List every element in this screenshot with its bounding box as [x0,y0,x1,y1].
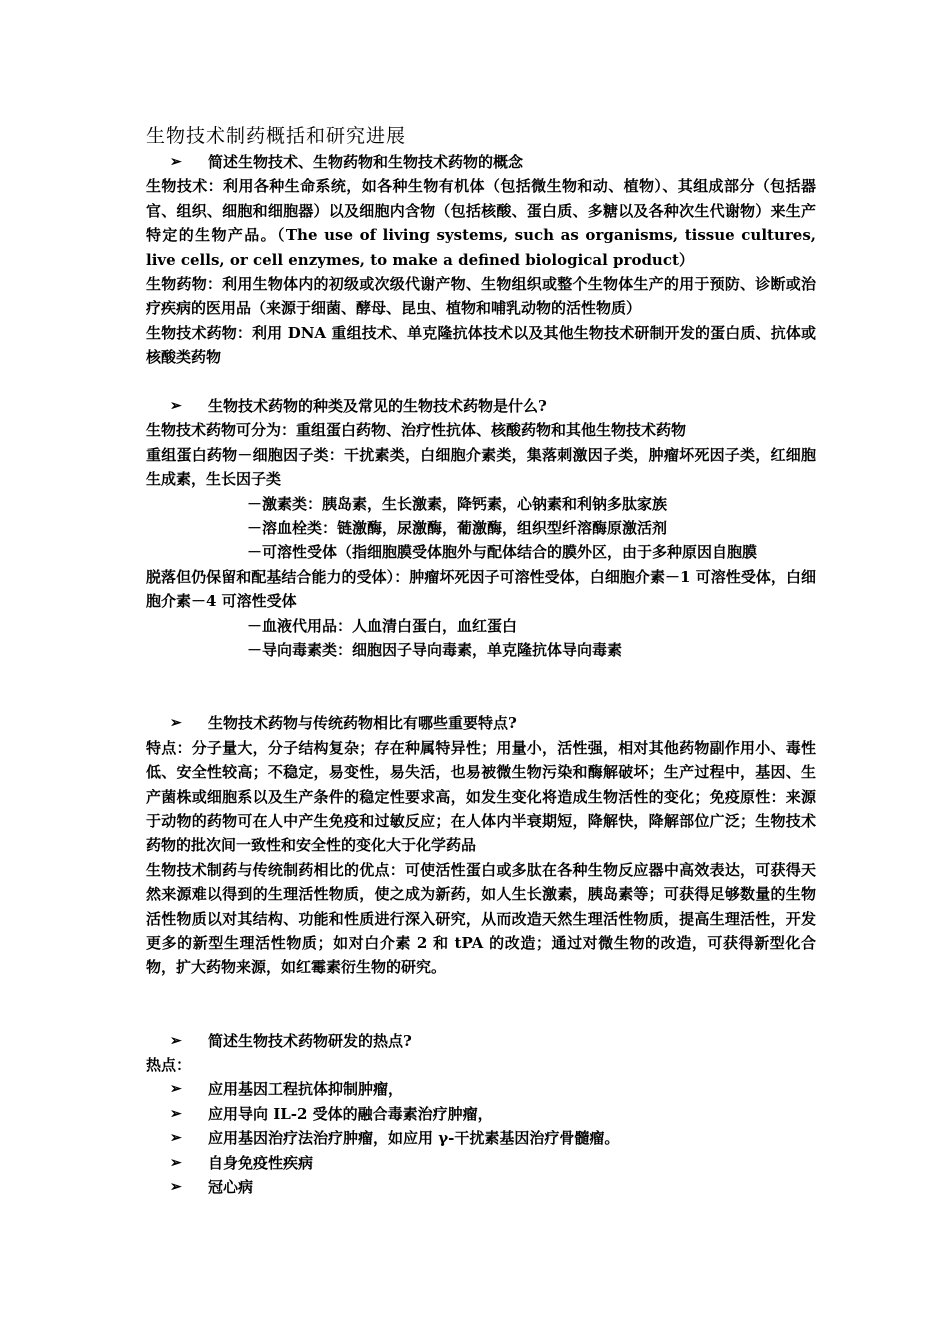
question-text: 生物技术药物的种类及常见的生物技术药物是什么? [208,397,547,416]
paragraph: 脱落但仍保留和配基结合能力的受体）：肿瘤坏死因子可溶性受体，白细胞介素－1 可溶性受体，白细胞介素－4 可溶性受体 [146,567,816,611]
question-text: 简述生物技术药物研发的热点? [208,1031,412,1050]
list-item [146,1151,816,1175]
list-item [146,1077,816,1101]
list-item [146,1175,816,1199]
paragraph: 生物技术药物：利用 DNA 重组技术、单克隆抗体技术以及其他生物技术研制开发的蛋白质、抗体或核酸类药物 [146,323,816,367]
arrow-bullet-icon: ➢ [170,1032,182,1049]
arrow-bullet-icon: ➢ [170,1154,182,1171]
category-line: －可溶性受体（指细胞膜受体胞外与配体结合的膜外区，由于多种原因自胞膜 [247,543,758,562]
question-heading [146,1029,816,1053]
paragraph: 特点：分子量大，分子结构复杂；存在种属特异性；用量小，活性强，相对其他药物副作用小、毒性低、安全性较高；不稳定，易变性，易失活，也易被微生物污染和酶解破坏；生产过程中，基因、生产菌株或细胞系以及生产条件的稳定性要求高，如发生变化将造成生物活性的变化；免疫原性：来源于动物的药物可在人中产生免疫和过敏反应；在人体内半衰期短，降解快，降解部位广泛；生物技术药物的批次间一致性和安全性的变化大于化学药品 [146,738,816,855]
list-item [146,1102,816,1126]
list-item-text: 自身免疫性疾病 [208,1153,314,1172]
list-item-text: 应用基因工程抗体抑制肿瘤， [208,1080,404,1099]
list-item-text: 应用基因治疗法治疗肿瘤，如应用 γ-干扰素基因治疗骨髓瘤。 [208,1129,620,1148]
question-text: 生物技术药物与传统药物相比有哪些重要特点? [208,714,517,733]
question-heading [146,150,816,174]
document-title: 生物技术制药概括和研究进展 [146,125,407,147]
document-page [146,122,816,1199]
paragraph: 生物药物：利用生物体内的初级或次级代谢产物、生物组织或整个生物体生产的用于预防、诊断或治疗疾病的医用品（来源于细菌、酵母、昆虫、植物和哺乳动物的活性物质） [146,275,816,318]
arrow-bullet-icon: ➢ [170,1081,182,1098]
question-heading [146,394,816,418]
paragraph: 重组蛋白药物－细胞因子类：干扰素类，白细胞介素类，集落刺激因子类，肿瘤坏死因子类，红细胞生成素，生长因子类 [146,445,816,489]
list-item-text: 应用导向 IL-2 受体的融合毒素治疗肿瘤， [208,1104,493,1123]
arrow-bullet-icon: ➢ [170,154,182,170]
category-line: －激素类：胰岛素，生长激素，降钙素，心钠素和利钠多肽家族 [247,494,668,513]
list-item [146,1126,816,1150]
paragraph: 生物技术：利用各种生命系统，如各种生物有机体（包括微生物和动、植物）、其组成部分（包括器官、组织、细胞和细胞器）以及细胞内含物（包括核酸、蛋白质、多糖以及各种次生代谢物）来生产特定的生物产品。（The use of living systems, such as organisms, tissue cultures, live cells, or cell enzymes, to make a defined biological product） [146,177,816,269]
list-item-text: 冠心病 [208,1178,254,1197]
arrow-bullet-icon: ➢ [170,1105,182,1122]
arrow-bullet-icon: ➢ [170,1179,182,1196]
question-text: 简述生物技术、生物药物和生物技术药物的概念 [208,153,524,171]
arrow-bullet-icon: ➢ [170,1130,182,1147]
arrow-bullet-icon: ➢ [170,398,182,415]
paragraph: 生物技术药物可分为：重组蛋白药物、治疗性抗体、核酸药物和其他生物技术药物 [146,421,687,440]
document-body [146,150,816,1199]
arrow-bullet-icon: ➢ [170,715,182,732]
category-line: －溶血栓类：链激酶，尿激酶，葡激酶，组织型纤溶酶原激活剂 [247,519,668,538]
category-line: －血液代用品：人血清白蛋白，血红蛋白 [247,616,518,635]
question-heading [146,711,816,735]
category-line: －导向毒素类：细胞因子导向毒素，单克隆抗体导向毒素 [247,641,623,660]
hotspots-label: 热点： [146,1055,192,1074]
paragraph: 生物技术制药与传统制药相比的优点：可使活性蛋白或多肽在各种生物反应器中高效表达，可获得天然来源难以得到的生理活性物质，使之成为新药，如人生长激素，胰岛素等；可获得足够数量的生物活性物质以对其结构、功能和性质进行深入研究，从而改造天然生理活性物质，提高生理活性，开发更多的新型生理活性物质；如对白介素 2 和 tPA 的改造；通过对微生物的改造，可获得新型化合物，扩大药物来源，如红霉素衍生物的研究。 [146,860,816,977]
